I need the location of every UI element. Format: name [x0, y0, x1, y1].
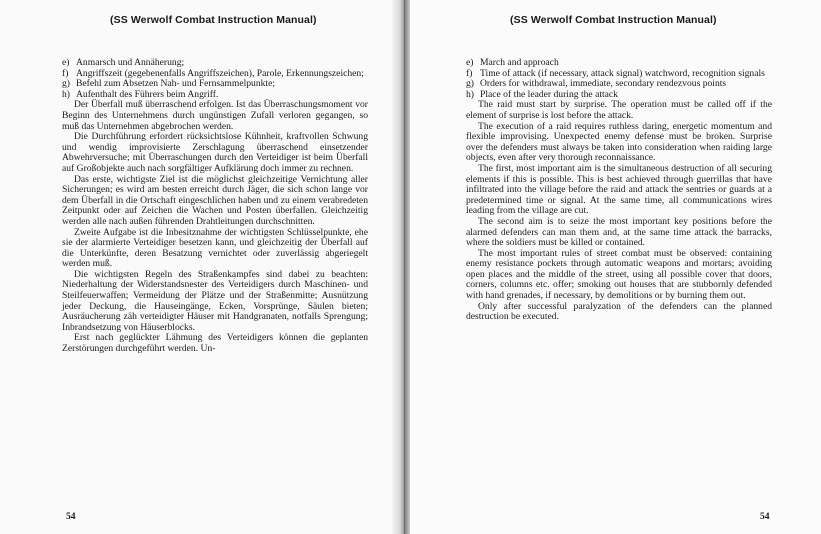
paragraph: Zweite Aufgabe ist die Inbesitznahme der wichtigsten Schlüsselpunkte, ehe sie der alarmierte Verteidiger besetzen kann, und gleichzeitig der Überfall auf die Unterkünfte, deren Besatzung vernichtet oder zuverlässig abgeriegelt werden muß. — [62, 226, 368, 270]
list-text: Aufenthalt des Führers beim Angriff. — [76, 88, 219, 100]
left-page-number: 54 — [66, 512, 76, 522]
list-text: Orders for withdrawal, immediate, secondary rendezvous points — [480, 78, 727, 90]
left-page — [0, 0, 400, 534]
paragraph: Erst nach geglückter Lähmung des Verteidigers können die geplanten Zerstörungen durchgeführt werden. Un- — [62, 332, 368, 355]
paragraph: Die Durchführung erfordert rücksichtslose Kühnheit, kraftvollen Schwung und wendig improvisierte Zerschlagung überraschend einsetzender Abwehrversuche; mit Überraschungen durch den Verteidiger ist beim Überfall auf Großobjekte auch nach sorgfältiger Aufklärung doch immer zu rechnen. — [62, 131, 368, 174]
list-text: Place of the leader during the attack — [480, 88, 618, 100]
list-key: g) — [466, 78, 474, 90]
list-key: f) — [62, 67, 69, 79]
list-text: Angriffszeit (gegebenenfalls Angriffszeichen), Parole, Erkennungszeichen; — [76, 67, 364, 79]
list-key: h) — [466, 88, 474, 100]
paragraph: Das erste, wichtigste Ziel ist die möglichst gleichzeitige Vernichtung aller Sicherungen; es wird am besten erreicht durch Jäger, die sich schon lange vor dem Überfall in die Ortschaft eingeschlichen haben und zu einem verabredeten Zeitpunkt oder auf Zeichen die Wachen und Posten überfallen. Gleichzeitig werden alle nach außen führenden Drahtleitungen durchschnitten. — [62, 173, 368, 227]
list-key: g) — [62, 78, 70, 90]
paragraph: Die wichtigsten Regeln des Straßenkampfes sind dabei zu beachten: Niederhaltung der Widerstandsnester des Verteidigers durch Maschinen- und Steilfeuerwaffen; Vermeidung der Plätze und der Straßenmitte; Ausnützung jeder Deckung, die Hauseingänge, Ecken, Vorsprünge, Säulen bieten; Ausräucherung zäh verteidigter Häuser mit Handgranaten, notfalls Sprengung; Inbrandsetzung von Häuserblocks. — [62, 268, 368, 333]
right-page-header: (SS Werwolf Combat Instruction Manual) — [510, 14, 717, 26]
paragraph: The second aim is to seize the most important key positions before the alarmed defenders can man them and, at the same time attack the barracks, where the soldiers must be killed or contained. — [466, 215, 772, 249]
list-key: e) — [466, 57, 474, 68]
paragraph: The most important rules of street combat must be observed: containing enemy resistance pockets through automatic weapons and mortars; avoiding open places and the middle of the street, using all possible cover that doors, corners, columns etc. offer; smoking out houses that are stubbornly defended with hand grenades, if necessary, by demolitions or by burning them out. — [466, 247, 772, 302]
right-page-body — [466, 58, 772, 323]
list-text: Befehl zum Absetzen Nah- und Fernsammelpunkte; — [76, 78, 276, 90]
list-key: f) — [466, 67, 473, 79]
paragraph: The raid must start by surprise. The operation must be called off if the element of surprise is lost before the attack. — [466, 99, 772, 121]
right-page — [410, 0, 821, 534]
left-page-header: (SS Werwolf Combat Instruction Manual) — [110, 14, 317, 26]
gutter-fold — [404, 0, 405, 534]
paragraph: The first, most important aim is the simultaneous destruction of all securing elements if this is possible. This is best achieved through guerrillas that have infiltrated into the village before the raid and attack the sentries or guards at a predetermined time or signal. At the same time, all communications wires leading from the village are cut. — [466, 162, 772, 217]
list-item — [466, 58, 772, 69]
left-page-body — [62, 58, 368, 355]
list-key: h) — [62, 88, 70, 100]
list-text: Anmarsch und Annäherung; — [76, 57, 185, 68]
right-page-number: 54 — [760, 512, 770, 522]
paragraph: Der Überfall muß überraschend erfolgen. Ist das Überraschungsmoment vor Beginn des Unternehmens durch ungünstigen Zufall verloren gegangen, so muß das Unternehmen abgebrochen werden. — [62, 99, 368, 132]
list-text: March and approach — [480, 57, 559, 68]
list-key: e) — [62, 57, 70, 68]
paragraph: The execution of a raid requires ruthless daring, energetic momentum and flexible improvising. Unexpected enemy defense must be broken. Surprise over the defenders must always be taken into consideration when raiding large objects, even after very thorough reconnaissance. — [466, 120, 772, 164]
list-item — [62, 58, 368, 69]
paragraph: Only after successful paralyzation of the defenders can the planned destruction be executed. — [466, 300, 772, 323]
list-text: Time of attack (if necessary, attack signal) watchword, recognition signals — [480, 67, 765, 79]
